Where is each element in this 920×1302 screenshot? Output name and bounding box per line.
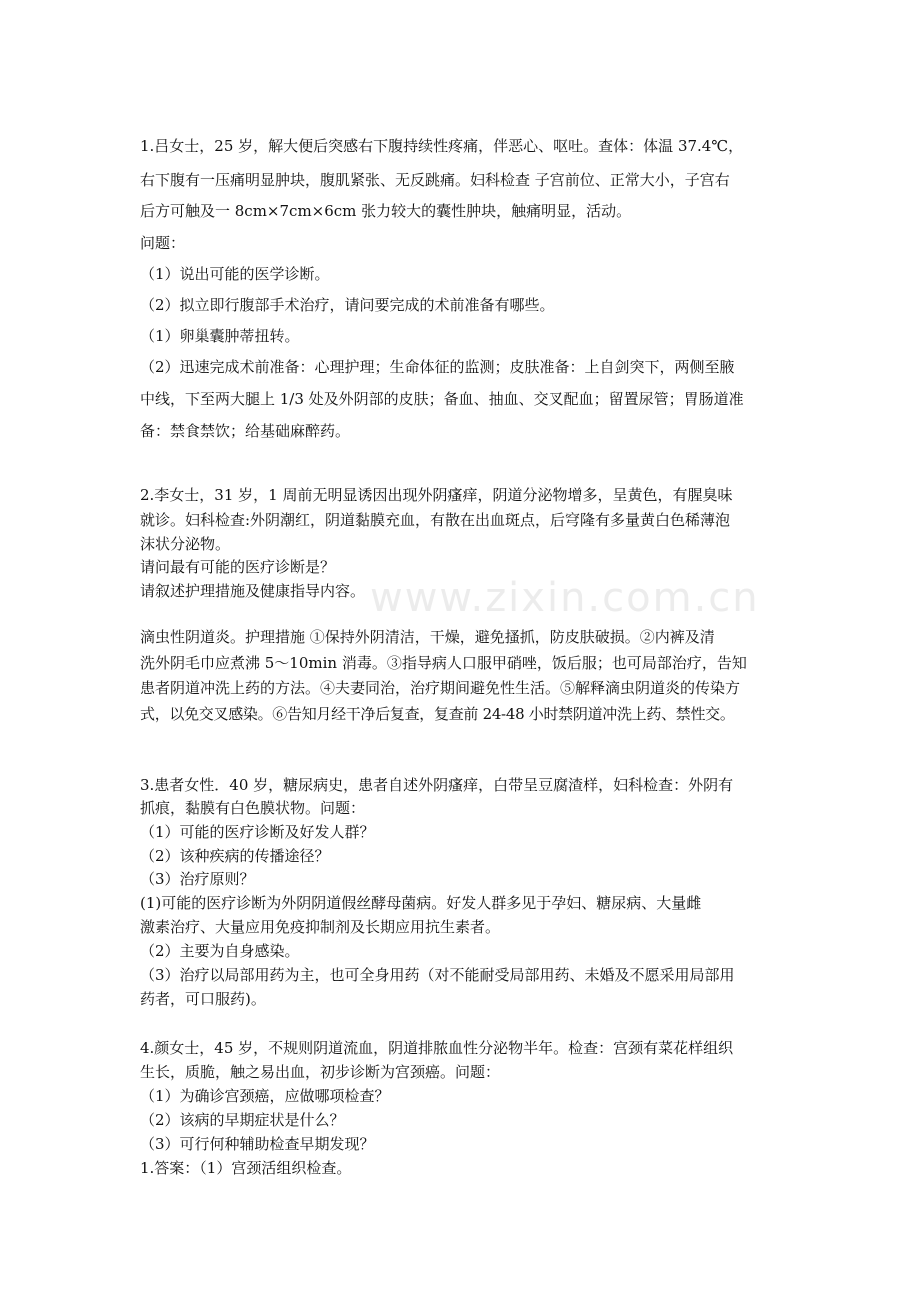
q3-line-9: （3）治疗以局部用药为主，也可全身用药（对不能耐受局部用药、未婚及不愿采用局部用 — [140, 966, 735, 984]
q3-line-1: 3.患者女性．40 岁，糖尿病史，患者自述外阴瘙痒，白带呈豆腐渣样，妇科检查：外阴有 — [140, 776, 734, 794]
q4-line-5: （3）可行何种辅助检查早期发现？ — [140, 1135, 375, 1153]
q1-line-8: （2）迅速完成术前准备：心理护理；生命体征的监测；皮肤准备：上自剑突下，两侧至腋 — [140, 358, 735, 376]
q1-line-4: 问题： — [140, 234, 186, 252]
q4-line-2: 生长，质脆，触之易出血，初步诊断为宫颈癌。问题： — [140, 1063, 501, 1081]
q4-line-6: 1.答案：（1）宫颈活组织检查。 — [140, 1159, 352, 1177]
q3-line-3: （1）可能的医疗诊断及好发人群？ — [140, 823, 375, 841]
q2-line-3: 沫状分泌物。 — [140, 535, 231, 553]
q1-line-10: 备：禁食禁饮；给基础麻醉药。 — [140, 422, 351, 440]
q3-line-8: （2）主要为自身感染。 — [140, 942, 300, 960]
q1-line-2: 右下腹有一压痛明显肿块，腹肌紧张、无反跳痛。妇科检查 子宫前位、正常大小，子宫右 — [140, 171, 730, 189]
q2-line-6: 滴虫性阴道炎。护理措施 ①保持外阴清洁，干燥，避免搔抓，防皮肤破损。②内裤及清 — [140, 628, 715, 646]
q2-line-1: 2.李女士，31 岁，1 周前无明显诱因出现外阴瘙痒，阴道分泌物增多，呈黄色，有腥臭味 — [140, 486, 733, 504]
q3-line-4: （2）该种疾病的传播途径？ — [140, 847, 330, 865]
watermark: www.zixin.com.cn — [370, 575, 760, 621]
q1-line-7: （1）卵巢囊肿蒂扭转。 — [140, 327, 300, 345]
q1-line-5: （1）说出可能的医学诊断。 — [140, 265, 330, 283]
q2-line-2: 就诊。妇科检查:外阴潮红，阴道黏膜充血，有散在出血斑点，后穹隆有多量黄白色稀薄泡 — [140, 511, 731, 529]
q1-line-3: 后方可触及一 8cm×7cm×6cm 张力较大的囊性肿块，触痛明显，活动。 — [140, 202, 632, 220]
q2-line-9: 式，以免交叉感染。⑥告知月经干净后复查，复查前 24-48 小时禁阴道冲洗上药、禁性交。 — [140, 705, 735, 723]
q3-line-2: 抓痕，黏膜有白色膜状物。问题： — [140, 799, 366, 817]
q2-line-8: 患者阴道冲洗上药的方法。④夫妻同治，治疗期间避免性生活。⑤解释滴虫阴道炎的传染方 — [140, 679, 741, 697]
q2-line-7: 洗外阴毛巾应煮沸 5～10min 消毒。③指导病人口服甲硝唑，饭后服；也可局部治疗，告知 — [140, 654, 747, 672]
q3-line-7: 激素治疗、大量应用免疫抑制剂及长期应用抗生素者。 — [140, 918, 501, 936]
q4-line-4: （2）该病的早期症状是什么？ — [140, 1111, 345, 1129]
q2-line-4: 请问最有可能的医疗诊断是？ — [140, 558, 336, 576]
q3-line-5: （3）治疗原则？ — [140, 870, 255, 888]
q2-line-5: 请叙述护理措施及健康指导内容。 — [140, 582, 366, 600]
q3-line-10: 药者，可口服药)。 — [140, 990, 266, 1008]
q1-line-1: 1.吕女士，25 岁，解大便后突感右下腹持续性疼痛，伴恶心、呕吐。查体：体温 37.4℃， — [140, 137, 744, 155]
q4-line-1: 4.颜女士，45 岁，不规则阴道流血，阴道排脓血性分泌物半年。检查：宫颈有菜花样组织 — [140, 1039, 734, 1057]
q1-line-9: 中线，下至两大腿上 1/3 处及外阴部的皮肤；备血、抽血、交叉配血；留置尿管；胃肠道准 — [140, 390, 744, 408]
q1-line-6: （2）拟立即行腹部手术治疗，请问要完成的术前准备有哪些。 — [140, 296, 555, 314]
q4-line-3: （1）为确诊宫颈癌，应做哪项检查？ — [140, 1087, 390, 1105]
q3-line-6: (1)可能的医疗诊断为外阴阴道假丝酵母菌病。好发人群多见于孕妇、糖尿病、大量雌 — [140, 894, 702, 912]
